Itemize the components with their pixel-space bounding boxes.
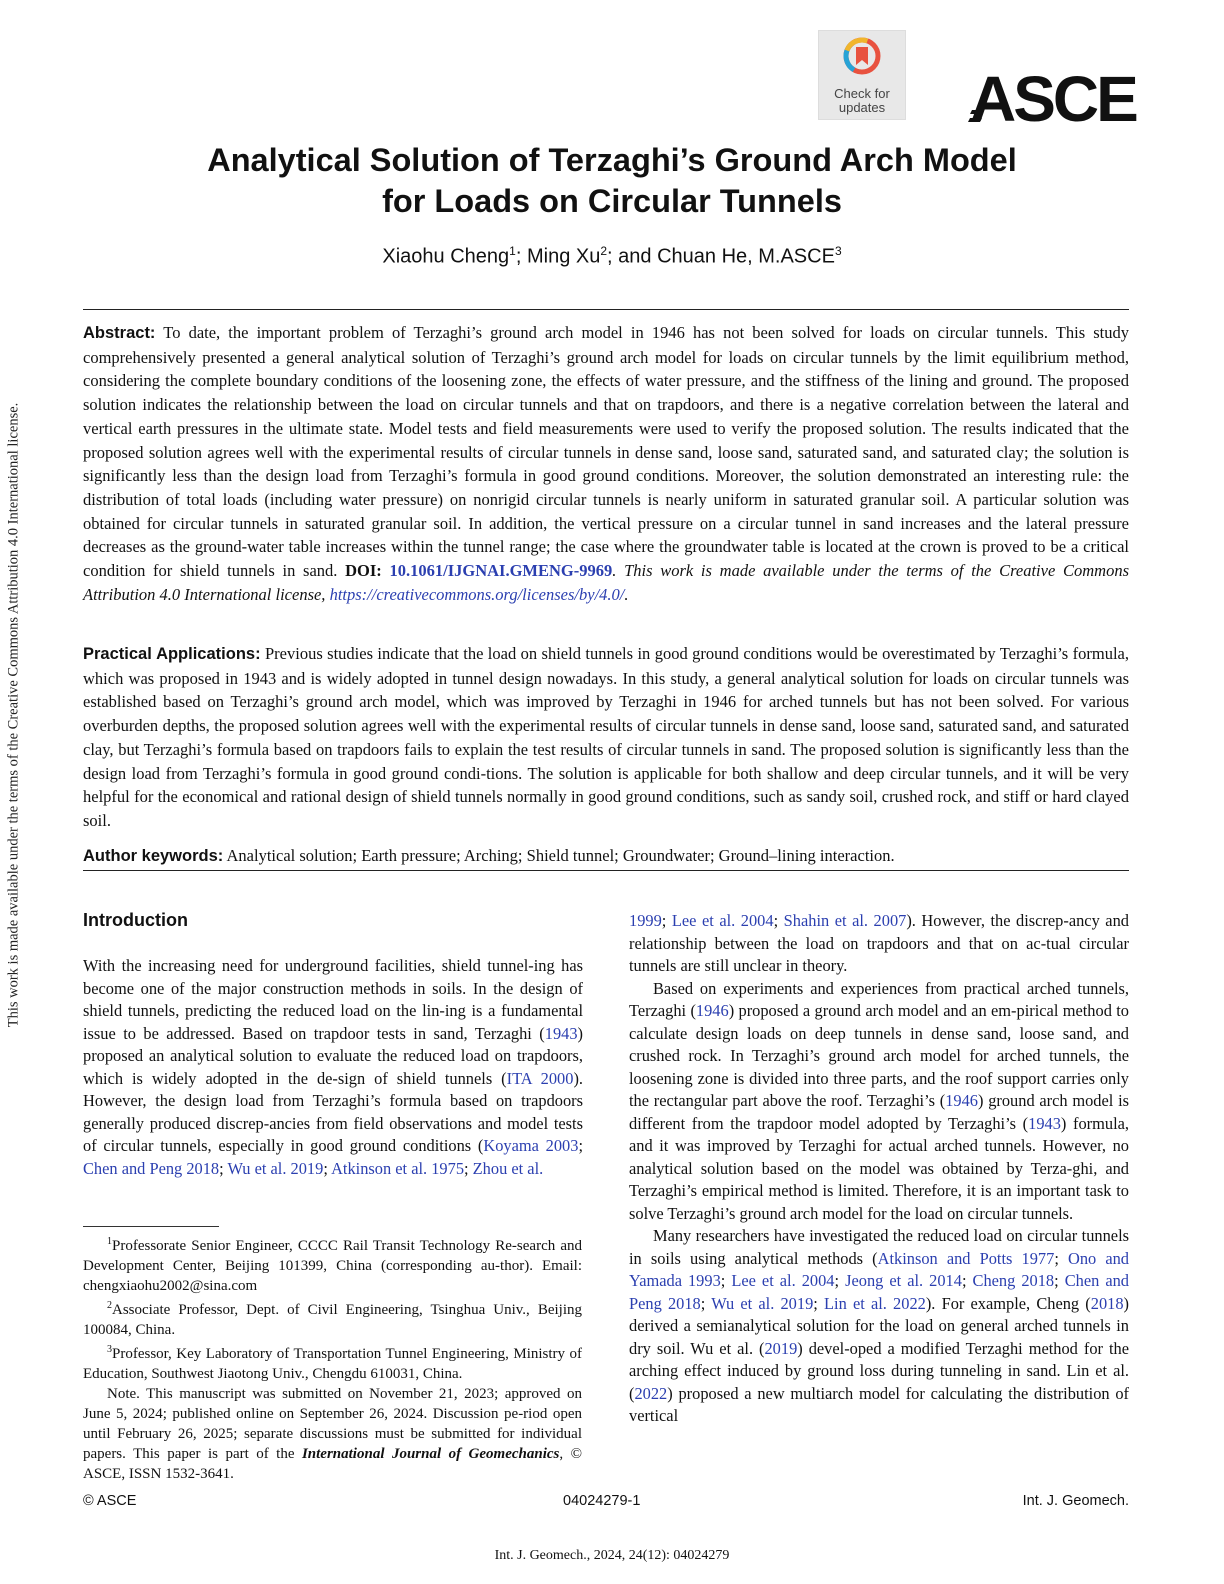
keywords-body: Analytical solution; Earth pressure; Arching; Shield tunnel; Groundwater; Ground–lining interaction. (226, 846, 895, 865)
left-column (83, 955, 583, 1180)
ref-link[interactable]: Shahin et al. 2007 (783, 911, 907, 930)
ref-link[interactable]: Zhou et al. (472, 1158, 544, 1178)
footnote-3: $^3$Professor, Key Laboratory of Transportation Tunnel Engineering, Ministry of Education, Southwest Jiaotong Univ., Chengdu 610031, China. (83, 1344, 582, 1382)
footer-article-number: 04024279-1 (563, 1493, 641, 1509)
ref-link[interactable]: Atkinson et al. 1975 (331, 1158, 465, 1178)
ref-link[interactable]: Cheng 2018 (972, 1271, 1055, 1290)
ref-link[interactable]: 1943 (1028, 1113, 1061, 1133)
ref-link[interactable]: 1946 (945, 1091, 978, 1110)
ref-link[interactable]: Lee et al. 2004 (671, 911, 774, 930)
check-for-updates-label: Check for updates (834, 86, 890, 115)
doi-link[interactable]: 10.1061/IJGNAI.GMENG-9969 (389, 561, 613, 581)
intro-paragraph-3: Many researchers have investigated the reduced load on circular tunnels in soils using analytical methods (Atkinson and Potts 1977; Ono and Yamada 1993; Lee et al. 2004; Jeong et al. 2014; Cheng 2018; Chen and Peng 2018; Wu et al. 2019; Lin et al. 2022). For example, Cheng (2018) derived a semianalytical solution for the load on general arched tunnels in dry soil. Wu et al. (2019) devel-oped a modified Terzaghi method for the arching effect induced by ground loss during tunneling in sand. Lin et al. (2022) proposed a new multiarch model for calculating the distribution of vertical (629, 1226, 1129, 1425)
ref-link[interactable]: Jeong et al. 2014 (845, 1271, 962, 1290)
ref-link[interactable]: Lee et al. 2004 (731, 1271, 835, 1290)
author-list: Xiaohu Cheng$^1$; Ming Xu$^2$; and Chuan He, M.ASCE$^3$ (382, 244, 842, 268)
author-keywords (83, 844, 1129, 869)
footnote-1: $^1$Professorate Senior Engineer, CCCC Rail Transit Technology Re-search and Development Center, Beijing 101399, China (corresponding au-thor). Email: chengxiaohu2002@sina.com (83, 1236, 582, 1294)
manuscript-note: Note. This manuscript was submitted on November 21, 2023; approved on June 5, 2024; published online on September 26, 2024. Discussion pe-riod open until February 26, 2025; separate discussions must be submitted for individual papers. This paper is part of the International Journal of Geomechanics, © ASCE, ISSN 1532-3641. (83, 1386, 582, 1482)
ref-link[interactable]: 1999 (629, 911, 662, 930)
intro-paragraph-1-continued: 1999; Lee et al. 2004; Shahin et al. 2007). However, the discrep-ancy and relationship between the load on trapdoors and that on ac-tual circular tunnels are still unclear in theory. (629, 911, 1129, 975)
check-for-updates-button[interactable] (818, 30, 906, 120)
right-column (629, 910, 1129, 1428)
footer-copyright: © ASCE (83, 1493, 137, 1509)
abstract-heading: Abstract: (83, 324, 156, 342)
introduction-heading: Introduction (83, 910, 188, 930)
abstract-body: To date, the important problem of Terzaghi’s ground arch model in 1946 has not been solved for loads on circular tunnels. This study comprehensively presented a general analytical solution of Terzaghi’s ground arch model for loads on circular tunnels by the limit equilibrium method, considering the complete boundary conditions of the loosening zone, the effects of water pressure, and the stiffness of the lining and ground. The proposed solution indicates the relationship between the load on circular tunnels and that on trapdoors, and there is a negative correlation between the lateral and vertical earth pressures in the ultimate state. Model tests and field measurements were used to verify the proposed solution. The results indicated that the proposed solution agrees well with the experimental results of circular tunnels in dense sand, loose sand, saturated sand, and saturated clay; the solution is significantly less than the design load from Terzaghi’s formula in good ground conditions. Moreover, the solution demonstrated an interesting rule: the distribution of total loads (including water pressure) on nonrigid circular tunnels is nearly uniform in saturated granular soil. A particular solution was obtained for circular tunnels in saturated granular soil. In addition, the vertical pressure on a circular tunnel in sand increases and the lateral pressure decreases as the ground-water table increases within the tunnel range; the case where the groundwater table is located at the crown is proved to be a critical condition for shield tunnels in sand. (83, 323, 1129, 581)
page-citation: Int. J. Geomech., 2024, 24(12): 04024279 (494, 1548, 730, 1563)
footnote-rule (83, 1226, 219, 1227)
keywords-rule (83, 870, 1129, 871)
bookmark-ring-icon (842, 36, 882, 76)
ref-link[interactable]: ITA 2000 (506, 1068, 574, 1088)
practical-applications (83, 642, 1129, 833)
ref-link[interactable]: 2018 (1090, 1293, 1124, 1313)
ref-link[interactable]: 2019 (764, 1338, 798, 1358)
ref-link[interactable]: Wu et al. 2019 (711, 1293, 814, 1313)
footnotes (83, 1232, 582, 1484)
practical-heading: Practical Applications: (83, 645, 261, 663)
intro-paragraph-1: With the increasing need for underground facilities, shield tunnel-ing has become one of the major construction methods in soils. In the design of shield tunnels, predicting the reduced load on the lin-ing is a fundamental issue to be addressed. Based on trapdoor tests in sand, Terzaghi (1943) proposed an analytical solution to evaluate the reduced load on trapdoors, which is widely adopted in the de-sign of shield tunnels (ITA 2000). However, the design load from Terzaghi’s formula based on trapdoors generally produced discrep-ancies from field observations and model tests of circular tunnels, especially in good ground conditions (Koyama 2003; Chen and Peng 2018; Wu et al. 2019; Atkinson et al. 1975; Zhou et al. (83, 956, 584, 1178)
practical-body: Previous studies indicate that the load on shield tunnels in good ground conditions would be overestimated by Terzaghi’s formula, which was proposed in 1943 and is widely adopted in tunnel design nowadays. In this study, a general analytical solution for loads on circular tunnels was established based on Terzaghi’s ground arch model, which was improved by Terzaghi in 1946 for arched tunnels but has not been solved. For various overburden depths, the proposed solution agrees well with the experimental results of circular tunnels in dense sand, loose sand, saturated sand, and saturated clay, but Terzaghi’s formula based on trapdoors fails to explain the test results of circular tunnels in sand. The proposed solution is significantly less than the design load from Terzaghi’s formula in good ground condi-tions. The solution is applicable for both shallow and deep circular tunnels, and it will be very helpful for the economical and rational design of shield tunnels normally in good ground conditions, such as sandy soil, crushed rock, and stiff or hard clayed soil. (83, 644, 1129, 830)
paper-title: Analytical Solution of Terzaghi’s Ground Arch Model for Loads on Circular Tunnels (207, 142, 1017, 219)
ref-link[interactable]: Wu et al. 2019 (227, 1158, 324, 1178)
ref-link[interactable]: Koyama 2003 (483, 1136, 579, 1155)
intro-paragraph-2: Based on experiments and experiences from practical arched tunnels, Terzaghi (1946) proposed a ground arch model and an em-pirical method to calculate design loads on deep tunnels in dense sand, loose sand, and crushed rock. In Terzaghi’s ground arch model for arched tunnels, the loosening zone is divided into three parts, and the roof support carries only the rectangular part above the roof. Terzaghi’s (1946) ground arch model is different from the trapdoor model adopted by Terzaghi’s (1943) formula, and it was improved by Terzaghi for actual arched tunnels. However, no analytical solution based on the model was obtained by Terza-ghi, and Terzaghi’s empirical method is limited. Therefore, it is an important task to solve Terzaghi’s ground arch model for the load on circular tunnels. (629, 978, 1129, 1223)
ref-link[interactable]: Chen and Peng 2018 (629, 1271, 1129, 1313)
abstract: Abstract: To date, the important problem of Terzaghi’s ground arch model in 1946 has not been solved for loads on circular tunnels. This study comprehensively presented a general analytical solution of Terzaghi’s ground arch model for loads on circular tunnels by the limit equilibrium method, considering the complete boundary conditions of the loosening zone, the effects of water pressure, and the stiffness of the lining and ground. The proposed solution indicates the relationship between the load on circular tunnels and that on trapdoors, and there is a negative correlation between the lateral and vertical earth pressures in the ultimate state. Model tests and field measurements were used to verify the proposed solution. The results indicated that the proposed solution agrees well with the experimental results of circular tunnels in dense sand, loose sand, saturated sand, and saturated clay; the solution is significantly less than the design load from Terzaghi’s formula in good ground conditions. Moreover, the solution demonstrated an interesting rule: the distribution of total loads (including water pressure) on nonrigid circular tunnels is nearly uniform in saturated granular soil. A particular solution was obtained for circular tunnels in saturated granular soil. In addition, the vertical pressure on a circular tunnel in sand increases and the lateral pressure decreases as the ground-water table increases within the tunnel range; the case where the groundwater table is located at the crown is proved to be a critical condition for shield tunnels in sand. DOI: 10.1061/IJGNAI.GMENG-9969. This work is made available under the terms of the Creative Commons Attribution 4.0 International license, https://creativecommons.org/licenses/by/4.0/. (83, 323, 1129, 604)
side-license-text: This work is made available under the terms of the Creative Commons Attribution 4.0 International license. (5, 402, 22, 1028)
ref-link[interactable]: Ono and Yamada 1993 (629, 1248, 1129, 1290)
footer-journal: Int. J. Geomech. (1022, 1493, 1129, 1509)
license-link[interactable]: https://creativecommons.org/licenses/by/4.0/ (329, 584, 625, 604)
ref-link[interactable]: Atkinson and Potts 1977 (877, 1248, 1055, 1268)
footnote-2: $^2$Associate Professor, Dept. of Civil Engineering, Tsinghua Univ., Beijing 100084, China. (83, 1300, 582, 1338)
ref-link[interactable]: 1946 (695, 1001, 729, 1020)
ref-link[interactable]: 1943 (544, 1023, 578, 1043)
ref-link[interactable]: Lin et al. 2022 (824, 1293, 926, 1313)
keywords-heading: Author keywords: (83, 847, 224, 865)
ref-link[interactable]: Chen and Peng 2018 (83, 1158, 220, 1178)
header-rule (83, 309, 1129, 310)
license-text: . This work is made available under the terms of the Creative Commons Attribution 4.0 International license, (83, 561, 1129, 604)
doi-label: DOI: (345, 561, 382, 581)
ref-link[interactable]: 2022 (634, 1383, 668, 1403)
